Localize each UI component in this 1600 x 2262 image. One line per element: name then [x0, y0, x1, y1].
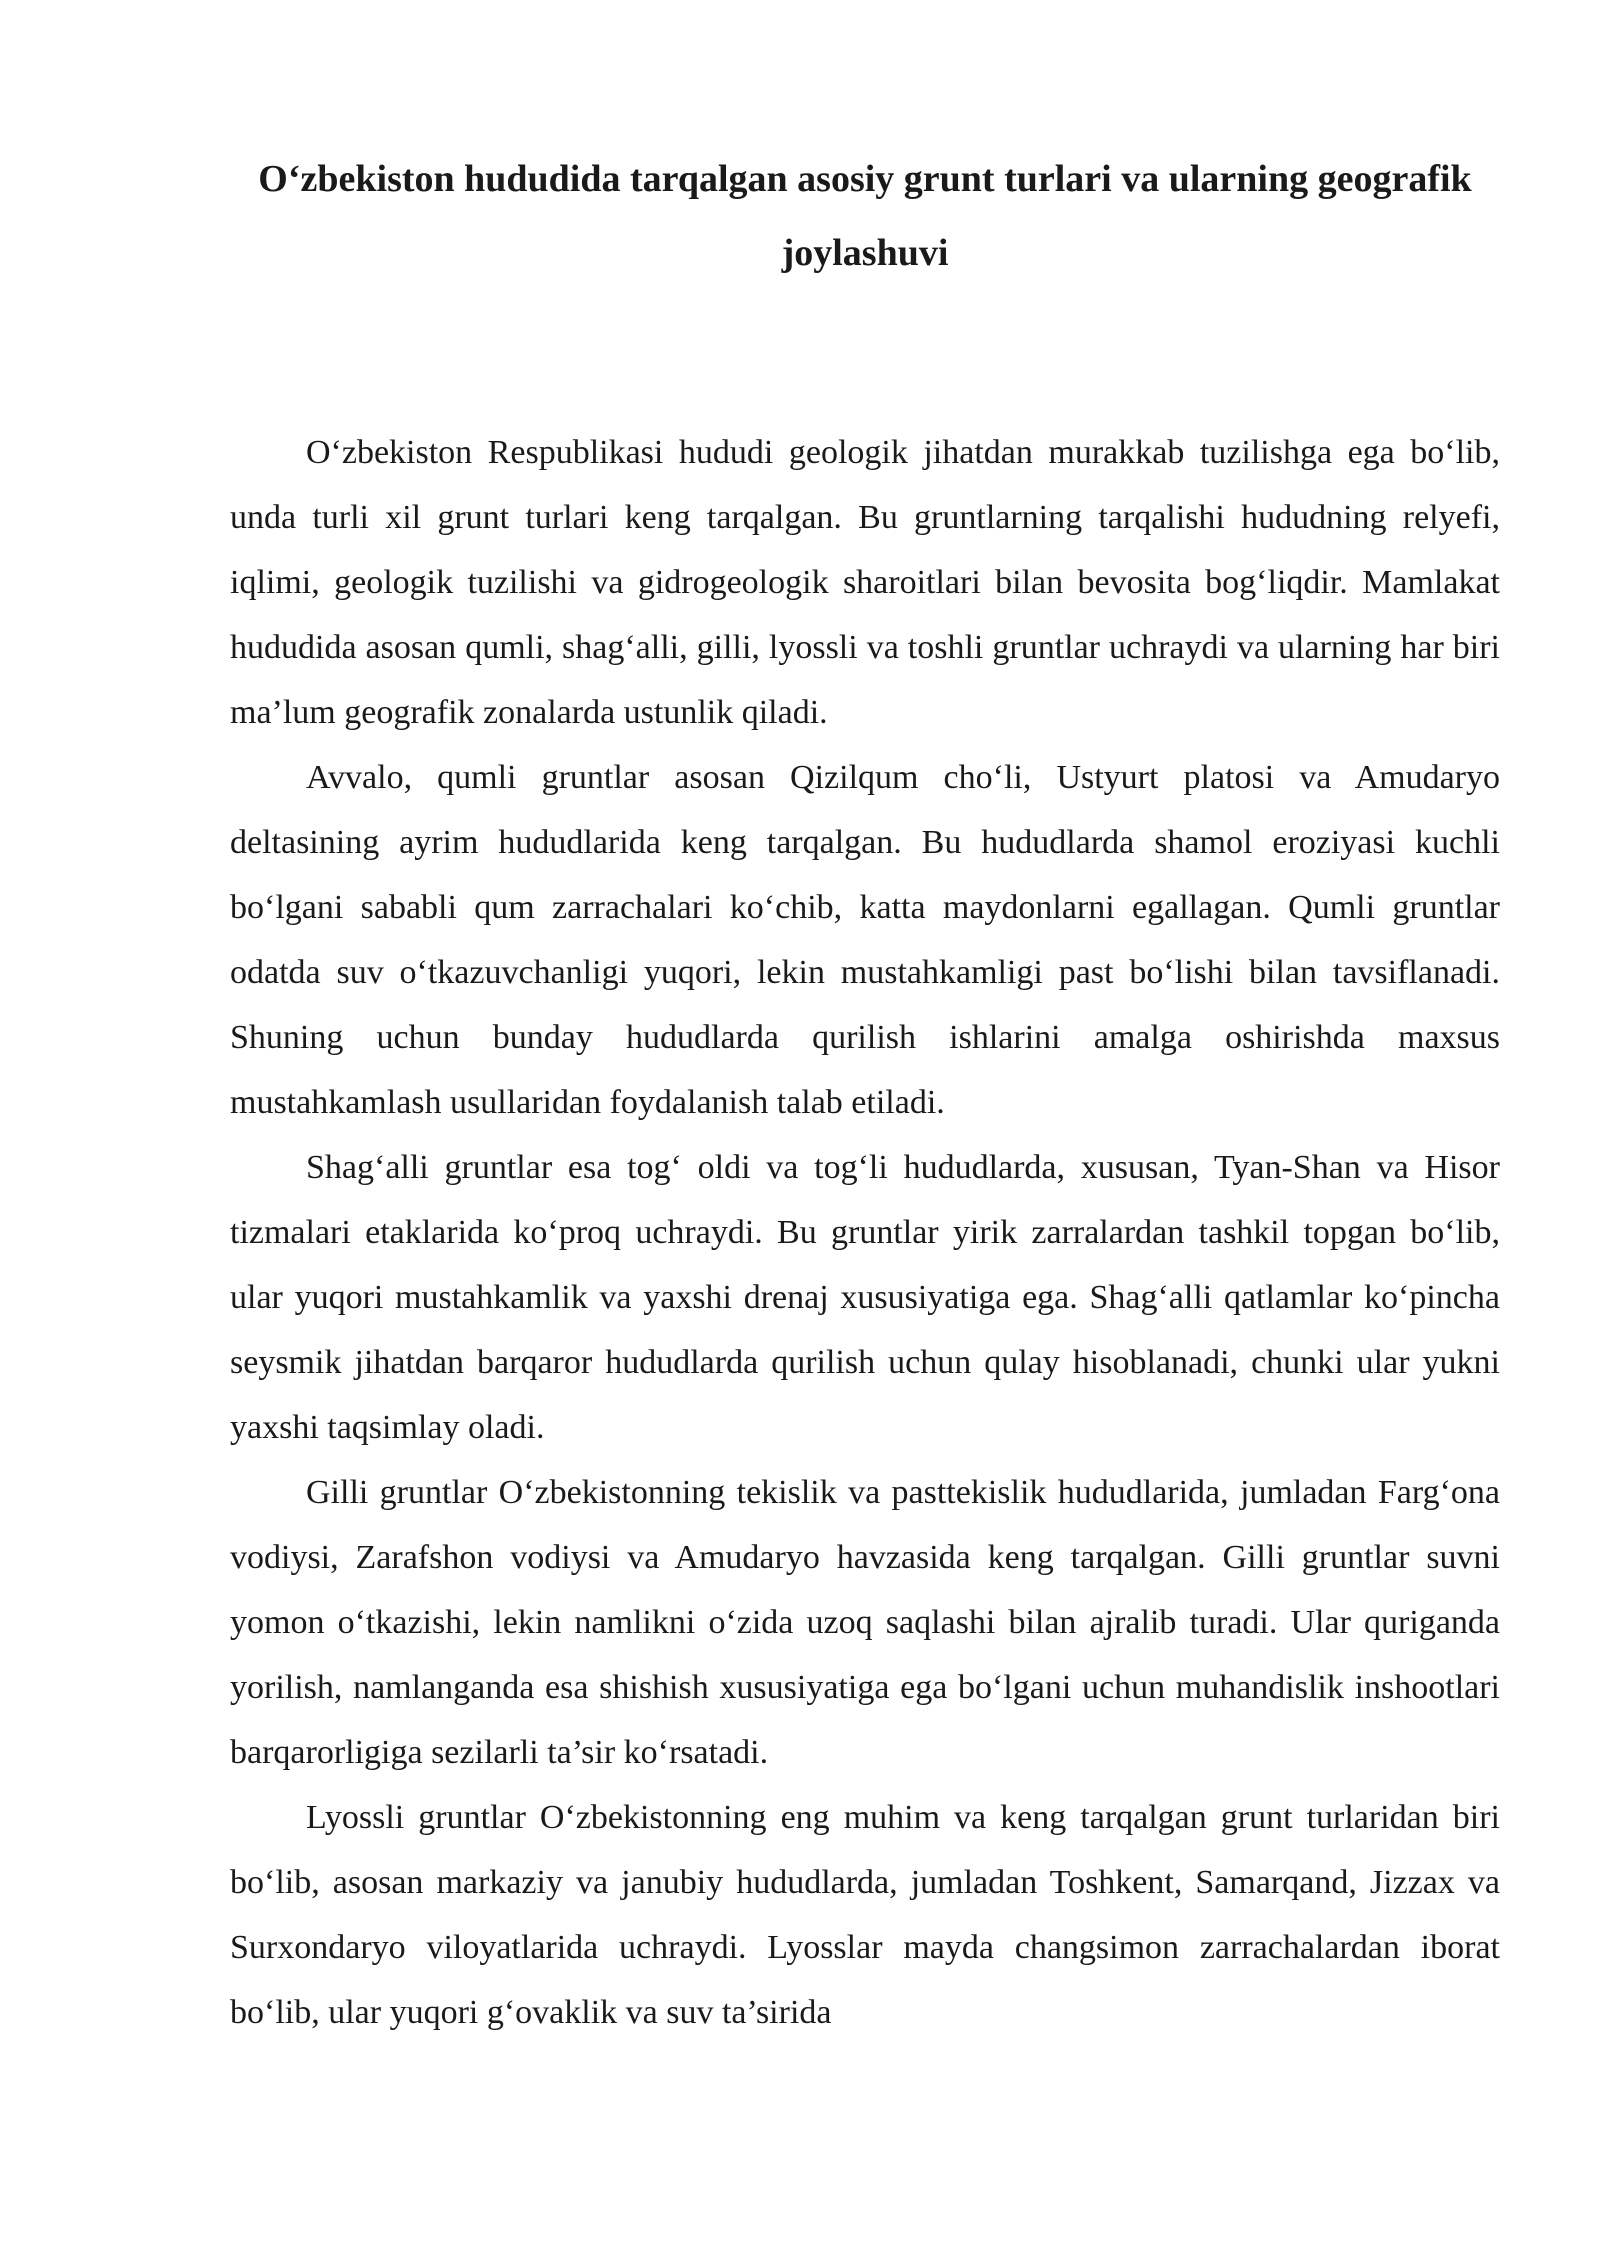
paragraph-intro: O‘zbekiston Respublikasi hududi geologik jihatdan murakkab tuzilishga ega bo‘lib, unda turli xil grunt turlari keng tarqalgan. Bu gruntlarning tarqalishi hududning relyefi, iqlimi, geologik tuzilishi va gidrogeologik sharoitlari bilan bevosita bog‘liqdir. Mamlakat hududida asosan qumli, shag‘alli, gilli, lyossli va toshli gruntlar uchraydi va ularning har biri ma’lum geografik zonalarda ustunlik qiladi. [230, 434, 1500, 731]
paragraph-gravel-soils: Shag‘alli gruntlar esa tog‘ oldi va tog‘li hududlarda, xususan, Tyan-Shan va Hisor tizmalari etaklarida ko‘proq uchraydi. Bu gruntlar yirik zarralardan tashkil topgan bo‘lib, ular yuqori mustahkamlik va yaxshi drenaj xususiyatiga ega. Shag‘alli qatlamlar ko‘pincha seysmik jihatdan barqaror hududlarda qurilish uchun qulay hisoblanadi, chunki ular yukni yaxshi taqsimlay oladi. [230, 1149, 1500, 1446]
paragraph-clay-soils: Gilli gruntlar O‘zbekistonning tekislik va pasttekislik hududlarida, jumladan Farg‘ona vodiysi, Zarafshon vodiysi va Amudaryo havzasida keng tarqalgan. Gilli gruntlar suvni yomon o‘tkazishi, lekin namlikni o‘zida uzoq saqlashi bilan ajralib turadi. Ular quriganda yorilish, namlanganda esa shishish xususiyatiga ega bo‘lgani uchun muhandislik inshootlari barqarorligiga sezilarli ta’sir ko‘rsatadi. [230, 1474, 1500, 1771]
document-body [230, 420, 1500, 2045]
page-title: O‘zbekiston hududida tarqalgan asosiy grunt turlari va ularning geografik joylashuvi [258, 158, 1472, 274]
paragraph-sandy-soils: Avvalo, qumli gruntlar asosan Qizilqum cho‘li, Ustyurt platosi va Amudaryo deltasining ayrim hududlarida keng tarqalgan. Bu hududlarda shamol eroziyasi kuchli bo‘lgani sababli qum zarrachalari ko‘chib, katta maydonlarni egallagan. Qumli gruntlar odatda suv o‘tkazuvchanligi yuqori, lekin mustahkamligi past bo‘lishi bilan tavsiflanadi. Shuning uchun bunday hududlarda qurilish ishlarini amalga oshirishda maxsus mustahkamlash usullaridan foydalanish talab etiladi. [230, 759, 1500, 1121]
paragraph-loess-soils: Lyossli gruntlar O‘zbekistonning eng muhim va keng tarqalgan grunt turlaridan biri bo‘lib, asosan markaziy va janubiy hududlarda, jumladan Toshkent, Samarqand, Jizzax va Surxondaryo viloyatlarida uchraydi. Lyosslar mayda changsimon zarrachalardan iborat bo‘lib, ular yuqori g‘ovaklik va suv ta’sirida [230, 1799, 1500, 2031]
